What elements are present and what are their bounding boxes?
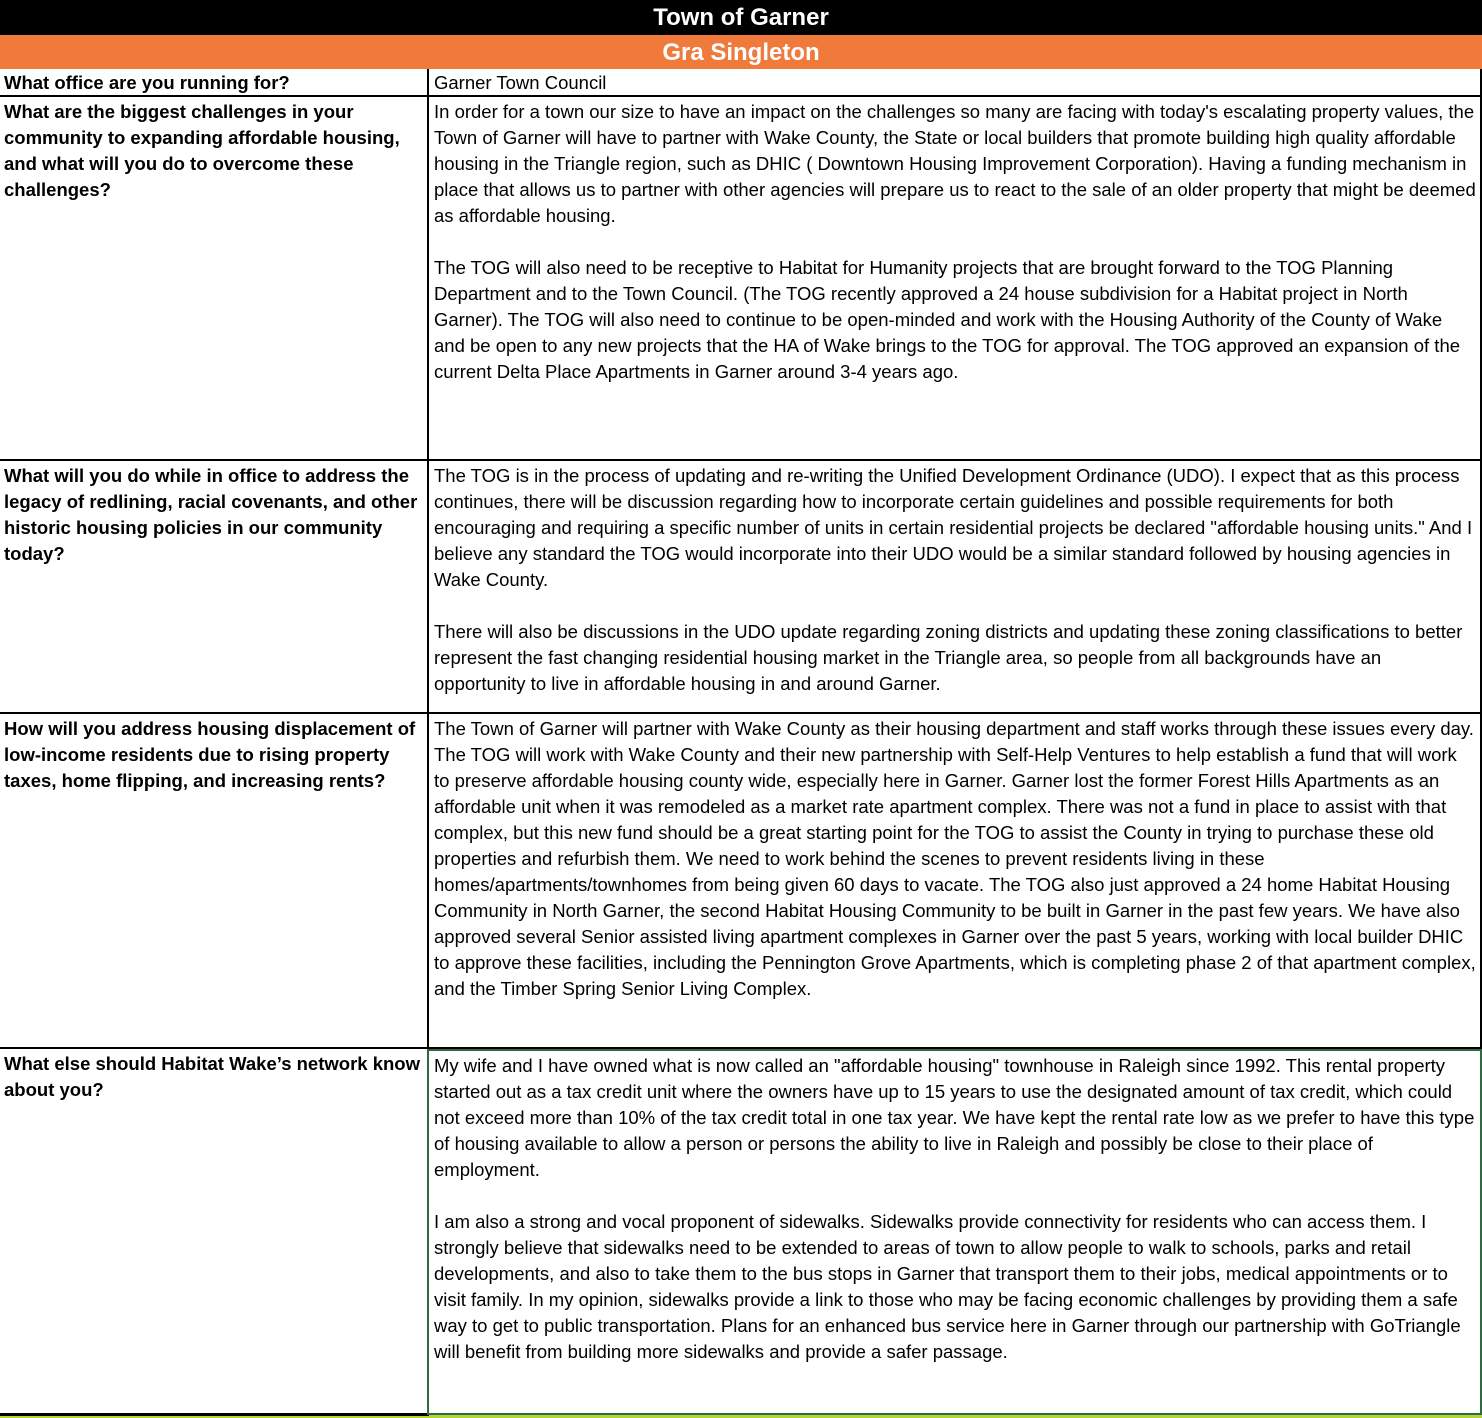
answer-paragraph: I am also a strong and vocal proponent of sidewalks. Sidewalks provide connectivity for residents who can access them. I strongly believe that sidewalks need to be extended to areas of town to allow people to walk to schools, parks and retail developments, and also to take them to the bus stops in Garner that transport them to their jobs, medical appointments or to visit family. In my opinion, sidewalks provide a link to those who may be facing economic challenges by providing them a safe way to get to public transportation. Plans for an enhanced bus service here in Garner through our partnership with GoTriangle will benefit from building more sidewalks and provide a safer passage. xyxy=(434,1211,1461,1362)
answer-text: Garner Town Council xyxy=(434,72,607,93)
answer-cell xyxy=(429,714,1482,1047)
candidate-name: Gra Singleton xyxy=(0,35,1482,69)
question-cell: What else should Habitat Wake’s network know about you? xyxy=(4,1053,420,1100)
answer-paragraph: There will also be discussions in the UDO update regarding zoning districts and updating these zoning classifications to better represent the fast changing residential housing market in the Triangle area, so people from all backgrounds have an opportunity to live in affordable housing in and around Garner. xyxy=(434,621,1463,694)
town-title: Town of Garner xyxy=(0,0,1482,35)
question-cell: How will you address housing displacement of low-income residents due to rising property taxes, home flipping, and increasing rents? xyxy=(0,714,429,1047)
answer-paragraph: The Town of Garner will partner with Wake County as their housing department and staff works through these issues every day. The TOG will work with Wake County and their new partnership with Self-Help Ventures to help establish a fund that will work to preserve affordable housing county wide, especially here in Garner. Garner lost the former Forest Hills Apartments as an affordable unit when it was remodeled as a market rate apartment complex. There was not a fund in place to assist with that complex, but this new fund should be a great starting point for the TOG to assist the County in trying to purchase these old properties and refurbish them. We need to work behind the scenes to prevent residents living in these homes/apartments/townhomes from being given 60 days to vacate. The TOG also just approved a 24 home Habitat Housing Community in North Garner, the second Habitat Housing Community to be built in Garner in the past few years. We have also approved several Senior assisted living apartment complexes in Garner over the past 5 years, working with local builder DHIC to approve these facilities, including the Pennington Grove Apartments, which is completing phase 2 of that apartment complex, and the Timber Spring Senior Living Complex. xyxy=(434,718,1476,999)
selection-bottom-edge xyxy=(427,1413,1482,1415)
bottom-rule xyxy=(0,1413,429,1416)
answer-cell xyxy=(429,97,1482,459)
table-row xyxy=(0,97,1482,461)
table-row xyxy=(0,69,1482,97)
answer-paragraph: My wife and I have owned what is now called an "affordable housing" townhouse in Raleigh since 1992. This rental property started out as a tax credit unit where the owners have up to 15 years to use the designated amount of tax credit, which could not exceed more than 10% of the tax credit total in one tax year. We have kept the rental rate low as we prefer to have this type of housing available to allow a person or persons the ability to live in Raleigh and possibly be close to their place of employment. xyxy=(434,1055,1475,1180)
answer-cell xyxy=(429,69,1482,95)
table-row xyxy=(0,1049,1482,1415)
question-cell: What office are you running for? xyxy=(0,69,429,95)
table-row xyxy=(0,461,1482,714)
answer-paragraph: The TOG is in the process of updating and re-writing the Unified Development Ordinance (UDO). I expect that as this process continues, there will be discussion regarding how to incorporate certain guidelines and possible requirements for both encouraging and requiring a specific number of units in certain residential projects be declared "affordable housing units." And I believe any standard the TOG would incorporate into their UDO would be a similar standard followed by housing agencies in Wake County. xyxy=(434,465,1473,590)
question-cell: What are the biggest challenges in your community to expanding affordable housing, and what will you do to overcome these challenges? xyxy=(0,97,429,459)
answer-cell xyxy=(429,461,1482,712)
answer-paragraph: The TOG will also need to be receptive to Habitat for Humanity projects that are brought forward to the TOG Planning Department and to the Town Council. (The TOG recently approved a 24 house subdivision for a Habitat project in North Garner). The TOG will also need to continue to be open-minded and work with the Housing Authority of the County of Wake and be open to any new projects that the HA of Wake brings to the TOG for approval. The TOG approved an expansion of the current Delta Place Apartments in Garner around 3-4 years ago. xyxy=(434,257,1461,382)
table-row xyxy=(0,714,1482,1049)
answer-cell-selected[interactable] xyxy=(427,1049,1482,1415)
answer-paragraph: In order for a town our size to have an impact on the challenges so many are facing with today's escalating property values, the Town of Garner will have to partner with Wake County, the State or local builders that promote building high quality affordable housing in the Triangle region, such as DHIC ( Downtown Housing Improvement Corporation). Having a funding mechanism in place that allows us to partner with other agencies will prepare us to react to the sale of an older property that might be deemed as affordable housing. xyxy=(434,101,1476,226)
question-cell: What will you do while in office to address the legacy of redlining, racial covenants, and other historic housing policies in our community today? xyxy=(0,461,429,712)
